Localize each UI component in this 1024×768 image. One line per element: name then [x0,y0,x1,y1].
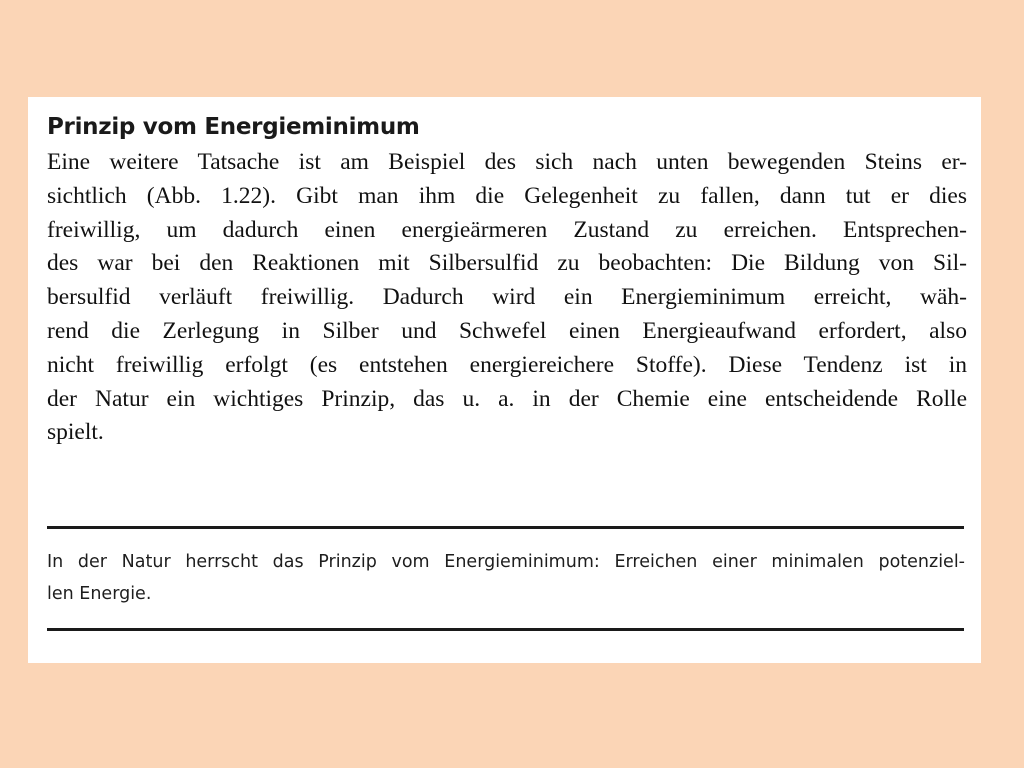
paragraph-line: rend die Zerlegung in Silber und Schwefel einen Energieaufwand erfordert, also [47,317,967,344]
body-paragraph [47,146,967,450]
summary-line: len Energie. [47,584,152,604]
summary-line: In der Natur herrscht das Prinzip vom Energieminimum: Erreichen einer minimalen potenziel- [47,552,965,572]
paragraph-line: spielt. [47,419,104,446]
summary-box [47,546,965,610]
paragraph-line: der Natur ein wichtiges Prinzip, das u. a. in der Chemie eine entscheidende Rolle [47,385,967,412]
paragraph-line: bersulfid verläuft freiwillig. Dadurch wird ein Energieminimum erreicht, wäh- [47,284,967,311]
paragraph-line: sichtlich (Abb. 1.22). Gibt man ihm die Gelegenheit zu fallen, dann tut er dies [47,182,967,209]
section-heading: Prinzip vom Energieminimum [47,114,420,140]
paragraph-line: freiwillig, um dadurch einen energieärmeren Zustand zu erreichen. Entsprechen- [47,216,967,243]
paragraph-line: des war bei den Reaktionen mit Silbersulfid zu beobachten: Die Bildung von Sil- [47,250,967,277]
divider-bottom [47,628,964,631]
divider-top [47,526,964,529]
paragraph-line: nicht freiwillig erfolgt (es entstehen energiereichere Stoffe). Diese Tendenz ist in [47,351,967,378]
paragraph-line: Eine weitere Tatsache ist am Beispiel des sich nach unten bewegenden Steins er- [47,149,967,175]
document-page [28,97,981,663]
